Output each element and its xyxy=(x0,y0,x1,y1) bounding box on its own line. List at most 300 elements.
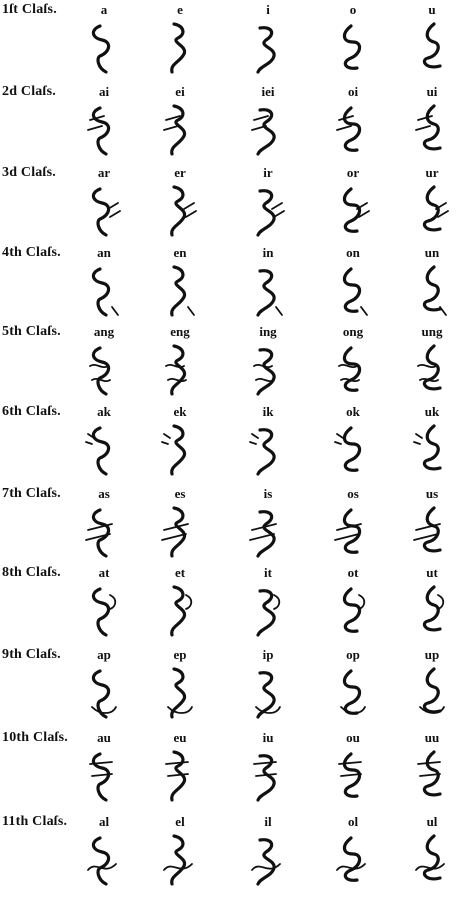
syllable-cell xyxy=(145,402,215,482)
script-glyph-drawing xyxy=(158,181,202,241)
script-glyph xyxy=(246,830,290,890)
script-glyph xyxy=(158,181,202,241)
syllable-cell xyxy=(233,563,303,643)
class-row xyxy=(0,163,458,243)
script-glyph-drawing xyxy=(158,746,202,806)
class-label: 7th Claſs. xyxy=(2,486,61,501)
syllable-cell xyxy=(318,163,388,243)
class-row xyxy=(0,0,458,80)
syllable-cell xyxy=(69,163,139,243)
script-glyph xyxy=(331,581,375,641)
glyph-stroke xyxy=(344,510,359,552)
script-glyph xyxy=(331,746,375,806)
script-glyph xyxy=(246,746,290,806)
script-glyph xyxy=(246,420,290,480)
syllable-transliteration: uu xyxy=(424,730,440,745)
script-glyph-drawing xyxy=(82,663,126,723)
script-glyph xyxy=(331,18,375,78)
glyph-stroke xyxy=(344,348,359,390)
glyph-stroke xyxy=(172,267,185,315)
syllable-cell xyxy=(397,402,458,482)
glyph-stroke xyxy=(172,24,185,72)
glyph-stroke xyxy=(258,840,274,884)
glyph-stroke xyxy=(172,346,185,394)
syllable-cell xyxy=(397,0,458,80)
class-label: 2d Claſs. xyxy=(2,84,56,99)
script-glyph xyxy=(246,581,290,641)
syllable-transliteration: ip xyxy=(262,647,274,662)
syllable-transliteration: al xyxy=(98,814,110,829)
script-glyph xyxy=(410,18,454,78)
script-glyph-drawing xyxy=(331,502,375,562)
script-glyph-drawing xyxy=(82,181,126,241)
script-glyph xyxy=(246,100,290,160)
syllable-transliteration: iu xyxy=(262,730,274,745)
script-glyph xyxy=(331,663,375,723)
script-glyph-drawing xyxy=(82,420,126,480)
script-glyph xyxy=(410,420,454,480)
script-glyph-drawing xyxy=(410,18,454,78)
glyph-stroke xyxy=(93,26,108,72)
syllable-transliteration: ek xyxy=(173,404,187,419)
syllable-cell xyxy=(318,402,388,482)
syllable-cell xyxy=(397,163,458,243)
glyph-stroke xyxy=(344,269,359,311)
script-glyph xyxy=(246,261,290,321)
syllable-transliteration: os xyxy=(347,486,359,501)
syllable-transliteration: ing xyxy=(259,324,277,339)
glyph-ornament xyxy=(164,864,192,870)
class-row xyxy=(0,563,458,643)
script-glyph xyxy=(158,830,202,890)
script-glyph xyxy=(331,502,375,562)
class-label: 1ſt Claſs. xyxy=(2,2,57,17)
syllable-cell xyxy=(145,728,215,808)
script-glyph xyxy=(82,581,126,641)
syllable-transliteration: or xyxy=(346,165,360,180)
glyph-ornament xyxy=(112,307,118,315)
syllable-transliteration: ur xyxy=(425,165,439,180)
syllable-transliteration: ol xyxy=(347,814,359,829)
glyph-ornament xyxy=(274,595,279,609)
script-glyph xyxy=(82,181,126,241)
glyph-ornament xyxy=(335,434,343,444)
script-glyph xyxy=(158,261,202,321)
syllable-transliteration: eu xyxy=(173,730,187,745)
script-glyph-drawing xyxy=(246,181,290,241)
script-glyph xyxy=(331,830,375,890)
syllable-cell xyxy=(233,0,303,80)
script-glyph xyxy=(410,340,454,400)
glyph-ornament xyxy=(252,864,280,870)
script-glyph-drawing xyxy=(82,746,126,806)
script-glyph xyxy=(410,100,454,160)
syllable-transliteration: u xyxy=(428,2,436,17)
syllable-cell xyxy=(69,812,139,892)
glyph-stroke xyxy=(344,838,359,880)
syllable-transliteration: i xyxy=(266,2,270,17)
class-label: 11th Claſs. xyxy=(2,814,68,829)
syllable-transliteration: ai xyxy=(98,84,110,99)
syllable-transliteration: ut xyxy=(426,565,438,580)
script-glyph xyxy=(246,18,290,78)
script-glyph xyxy=(410,502,454,562)
glyph-stroke xyxy=(258,28,274,72)
syllable-transliteration: ak xyxy=(97,404,111,419)
syllable-transliteration: iei xyxy=(261,84,275,99)
syllable-transliteration: a xyxy=(100,2,108,17)
syllable-transliteration: el xyxy=(175,814,185,829)
glyph-stroke xyxy=(172,426,185,474)
class-row xyxy=(0,243,458,323)
script-glyph xyxy=(246,502,290,562)
script-glyph-drawing xyxy=(331,746,375,806)
script-glyph-drawing xyxy=(246,502,290,562)
syllable-transliteration: ang xyxy=(93,324,115,339)
glyph-stroke xyxy=(93,269,108,315)
script-glyph-drawing xyxy=(158,830,202,890)
syllable-cell xyxy=(233,243,303,323)
class-label: 6th Claſs. xyxy=(2,404,61,419)
glyph-stroke xyxy=(344,428,359,470)
syllable-cell xyxy=(397,82,458,162)
script-glyph-drawing xyxy=(158,18,202,78)
glyph-ornament xyxy=(361,307,367,315)
script-glyph xyxy=(410,581,454,641)
script-glyph-drawing xyxy=(331,261,375,321)
syllable-cell xyxy=(69,243,139,323)
syllable-transliteration: ot xyxy=(347,565,359,580)
glyph-ornament xyxy=(276,307,282,315)
syllable-cell xyxy=(397,243,458,323)
syllable-cell xyxy=(318,0,388,80)
syllable-transliteration: in xyxy=(262,245,274,260)
script-glyph-drawing xyxy=(158,100,202,160)
glyph-ornament xyxy=(250,524,276,540)
syllable-cell xyxy=(397,728,458,808)
script-glyph xyxy=(331,181,375,241)
syllable-transliteration: ui xyxy=(426,84,438,99)
script-glyph-drawing xyxy=(82,100,126,160)
syllable-cell xyxy=(145,563,215,643)
script-glyph-drawing xyxy=(158,420,202,480)
syllable-cell xyxy=(233,484,303,564)
script-glyph xyxy=(82,18,126,78)
script-glyph-drawing xyxy=(246,663,290,723)
syllable-transliteration: eng xyxy=(170,324,190,339)
syllable-transliteration: ong xyxy=(342,324,364,339)
syllable-transliteration: ik xyxy=(262,404,274,419)
glyph-stroke xyxy=(93,108,108,154)
syllable-transliteration: en xyxy=(173,245,187,260)
script-glyph-drawing xyxy=(331,830,375,890)
syllable-cell xyxy=(397,484,458,564)
syllable-transliteration: e xyxy=(177,2,183,17)
glyph-stroke xyxy=(93,589,108,635)
syllable-cell xyxy=(318,728,388,808)
syllable-cell xyxy=(397,812,458,892)
glyph-stroke xyxy=(93,348,108,394)
script-glyph-drawing xyxy=(410,420,454,480)
syllable-cell xyxy=(318,322,388,402)
glyph-stroke xyxy=(93,189,108,235)
syllable-transliteration: an xyxy=(97,245,111,260)
script-glyph xyxy=(158,340,202,400)
glyph-stroke xyxy=(424,426,440,469)
script-glyph-drawing xyxy=(246,18,290,78)
syllable-transliteration: on xyxy=(346,245,360,260)
script-glyph xyxy=(410,830,454,890)
glyph-stroke xyxy=(258,430,274,474)
script-glyph-drawing xyxy=(158,581,202,641)
class-row xyxy=(0,322,458,402)
script-glyph-drawing xyxy=(331,663,375,723)
script-glyph-drawing xyxy=(82,581,126,641)
script-glyph-drawing xyxy=(410,502,454,562)
syllable-cell xyxy=(397,563,458,643)
script-glyph xyxy=(82,830,126,890)
syllable-transliteration: up xyxy=(424,647,440,662)
syllable-cell xyxy=(145,243,215,323)
syllable-cell xyxy=(69,322,139,402)
syllable-transliteration: ep xyxy=(173,647,187,662)
script-glyph xyxy=(410,261,454,321)
syllable-cell xyxy=(318,812,388,892)
syllable-transliteration: oi xyxy=(347,84,359,99)
syllable-transliteration: is xyxy=(263,486,273,501)
glyph-stroke xyxy=(172,669,185,717)
script-glyph xyxy=(331,261,375,321)
glyph-stroke xyxy=(424,508,440,551)
syllable-cell xyxy=(318,484,388,564)
glyph-stroke xyxy=(344,589,359,631)
glyph-ornament xyxy=(92,707,116,713)
syllable-transliteration: ar xyxy=(97,165,111,180)
class-row xyxy=(0,484,458,564)
script-glyph-drawing xyxy=(410,746,454,806)
syllable-cell xyxy=(69,402,139,482)
glyph-stroke xyxy=(344,26,359,68)
syllable-transliteration: ok xyxy=(346,404,360,419)
class-label: 8th Claſs. xyxy=(2,565,61,580)
script-glyph-drawing xyxy=(410,663,454,723)
glyph-ornament xyxy=(440,307,446,315)
syllable-transliteration: un xyxy=(424,245,440,260)
glyph-stroke xyxy=(172,187,185,235)
syllable-transliteration: us xyxy=(425,486,439,501)
script-glyph-drawing xyxy=(246,100,290,160)
syllable-cell xyxy=(318,563,388,643)
class-label: 5th Claſs. xyxy=(2,324,61,339)
syllable-transliteration: o xyxy=(349,2,357,17)
class-row xyxy=(0,82,458,162)
syllable-transliteration: il xyxy=(264,814,272,829)
script-glyph-drawing xyxy=(410,581,454,641)
script-glyph-drawing xyxy=(246,420,290,480)
glyph-stroke xyxy=(424,267,440,310)
class-row xyxy=(0,812,458,892)
script-glyph xyxy=(410,746,454,806)
glyph-stroke xyxy=(93,510,108,556)
script-glyph-drawing xyxy=(410,830,454,890)
script-glyph-drawing xyxy=(246,830,290,890)
glyph-stroke xyxy=(424,836,440,879)
syllable-cell xyxy=(69,0,139,80)
script-glyph-drawing xyxy=(331,181,375,241)
syllable-transliteration: ou xyxy=(346,730,360,745)
glyph-stroke xyxy=(172,836,185,884)
class-row xyxy=(0,645,458,725)
script-glyph xyxy=(331,340,375,400)
syllable-transliteration: as xyxy=(98,486,110,501)
glyph-stroke xyxy=(344,108,359,150)
script-glyph-drawing xyxy=(331,581,375,641)
syllable-transliteration: et xyxy=(174,565,186,580)
syllable-cell xyxy=(233,163,303,243)
glyph-stroke xyxy=(424,669,440,712)
syllable-cell xyxy=(233,728,303,808)
script-glyph xyxy=(246,340,290,400)
script-glyph-drawing xyxy=(410,340,454,400)
glyph-stroke xyxy=(93,428,108,474)
glyph-ornament xyxy=(188,307,194,315)
script-glyph xyxy=(158,663,202,723)
script-glyph xyxy=(331,100,375,160)
script-glyph xyxy=(246,663,290,723)
script-glyph-drawing xyxy=(410,181,454,241)
script-glyph xyxy=(82,420,126,480)
syllable-cell xyxy=(233,322,303,402)
syllable-cell xyxy=(145,82,215,162)
script-glyph-drawing xyxy=(331,18,375,78)
syllable-cell xyxy=(397,645,458,725)
script-glyph-drawing xyxy=(410,261,454,321)
glyph-ornament xyxy=(250,434,258,444)
syllable-cell xyxy=(69,728,139,808)
glyph-stroke xyxy=(93,838,108,884)
syllable-transliteration: au xyxy=(97,730,111,745)
script-glyph xyxy=(331,420,375,480)
script-glyph xyxy=(82,502,126,562)
syllable-transliteration: at xyxy=(98,565,110,580)
script-glyph xyxy=(82,746,126,806)
class-label: 4th Claſs. xyxy=(2,245,61,260)
glyph-stroke xyxy=(258,591,274,635)
glyph-stroke xyxy=(424,24,440,67)
syllable-cell xyxy=(145,484,215,564)
syllable-cell xyxy=(69,82,139,162)
script-glyph-drawing xyxy=(82,830,126,890)
syllable-cell xyxy=(69,645,139,725)
glyph-stroke xyxy=(344,671,359,713)
script-glyph xyxy=(158,746,202,806)
script-glyph xyxy=(82,261,126,321)
syllable-transliteration: ul xyxy=(426,814,438,829)
class-label: 10th Claſs. xyxy=(2,730,68,745)
script-glyph xyxy=(82,340,126,400)
syllable-cell xyxy=(145,645,215,725)
script-glyph-drawing xyxy=(158,663,202,723)
syllable-cell xyxy=(397,322,458,402)
syllable-cell xyxy=(145,322,215,402)
glyph-stroke xyxy=(172,106,185,154)
script-glyph xyxy=(246,181,290,241)
syllable-cell xyxy=(69,484,139,564)
script-glyph xyxy=(158,420,202,480)
syllable-cell xyxy=(69,563,139,643)
syllable-transliteration: ir xyxy=(263,165,273,180)
script-glyph xyxy=(82,100,126,160)
syllable-cell xyxy=(318,243,388,323)
script-glyph xyxy=(410,663,454,723)
syllable-transliteration: ap xyxy=(97,647,111,662)
class-row xyxy=(0,728,458,808)
glyph-stroke xyxy=(258,350,274,394)
script-glyph xyxy=(158,100,202,160)
script-glyph-drawing xyxy=(82,261,126,321)
syllable-transliteration: op xyxy=(346,647,360,662)
script-glyph xyxy=(410,181,454,241)
script-glyph-drawing xyxy=(246,581,290,641)
glyph-stroke xyxy=(258,191,274,235)
glyph-stroke xyxy=(172,587,185,635)
script-glyph-drawing xyxy=(331,100,375,160)
script-glyph xyxy=(158,18,202,78)
syllable-cell xyxy=(145,0,215,80)
glyph-stroke xyxy=(172,508,185,556)
glyph-ornament xyxy=(186,595,191,609)
syllable-transliteration: it xyxy=(264,565,272,580)
glyph-stroke xyxy=(93,754,108,800)
syllable-cell xyxy=(318,82,388,162)
class-label: 3d Claſs. xyxy=(2,165,56,180)
syllable-cell xyxy=(233,812,303,892)
syllable-transliteration: ung xyxy=(421,324,443,339)
class-row xyxy=(0,402,458,482)
script-glyph-drawing xyxy=(331,420,375,480)
script-glyph-drawing xyxy=(246,340,290,400)
script-glyph-drawing xyxy=(82,502,126,562)
syllable-cell xyxy=(145,163,215,243)
glyph-stroke xyxy=(344,189,359,231)
glyph-ornament xyxy=(414,434,422,444)
script-glyph xyxy=(158,502,202,562)
syllable-transliteration: uk xyxy=(424,404,440,419)
syllable-transliteration: er xyxy=(174,165,186,180)
script-glyph-drawing xyxy=(158,502,202,562)
syllable-cell xyxy=(318,645,388,725)
syllable-cell xyxy=(233,82,303,162)
script-glyph xyxy=(82,663,126,723)
syllable-transliteration: es xyxy=(174,486,186,501)
script-glyph-drawing xyxy=(331,340,375,400)
glyph-stroke xyxy=(258,271,274,315)
script-glyph-drawing xyxy=(410,100,454,160)
syllable-cell xyxy=(233,645,303,725)
syllable-cell xyxy=(145,812,215,892)
script-glyph xyxy=(158,581,202,641)
script-glyph-drawing xyxy=(82,18,126,78)
script-glyph-drawing xyxy=(82,340,126,400)
syllable-transliteration: ei xyxy=(175,84,185,99)
glyph-ornament xyxy=(110,595,115,609)
script-glyph-drawing xyxy=(246,746,290,806)
syllable-cell xyxy=(233,402,303,482)
script-glyph-drawing xyxy=(158,340,202,400)
glyph-ornament xyxy=(162,434,170,444)
class-label: 9th Claſs. xyxy=(2,647,61,662)
script-glyph-drawing xyxy=(246,261,290,321)
